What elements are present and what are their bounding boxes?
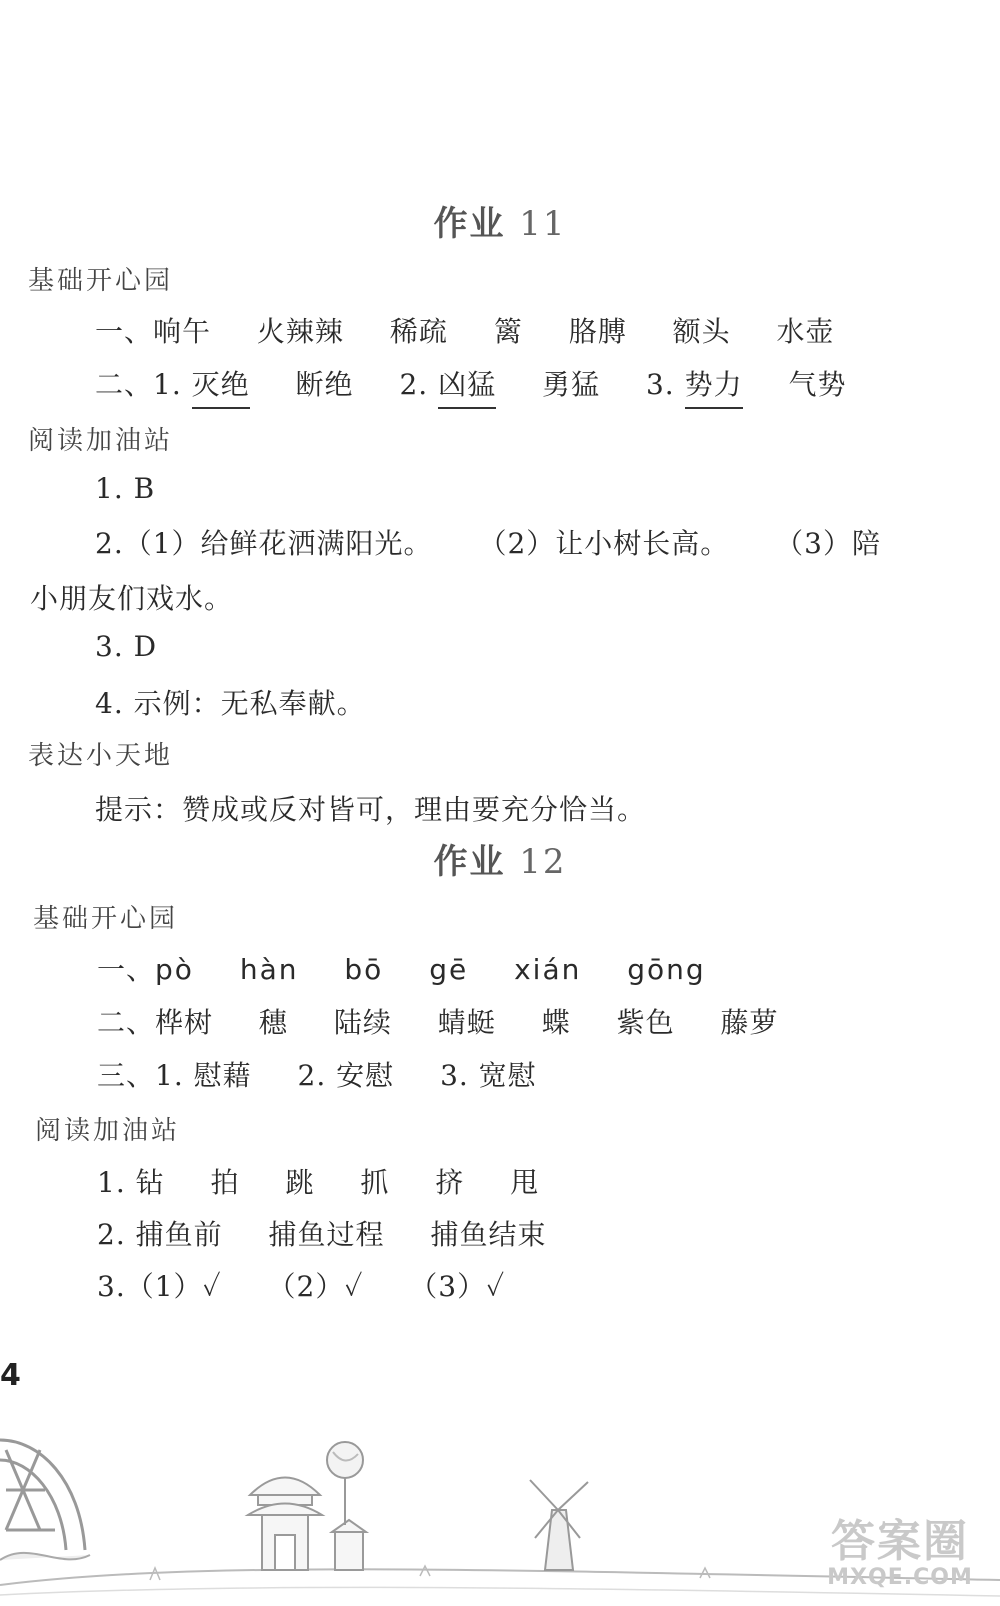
section-basics: 基础开心园 (33, 904, 179, 934)
underlined-answer: 势力 (685, 363, 743, 409)
reading-answer-3: 3. D (95, 630, 158, 663)
reading-answer-part: 2.（1）给鲜花洒满阳光。 (95, 527, 433, 560)
answer-word: 蜻蜓 (437, 1006, 496, 1039)
page-number: 4 (0, 1358, 21, 1393)
answer-word: 二、桦树 (97, 1006, 214, 1039)
pinyin-answer: hàn (239, 953, 299, 986)
answer-word: 挤 (435, 1166, 465, 1199)
item-number: 2. (399, 368, 429, 401)
title-prefix: 作业 (433, 842, 506, 882)
watermark-url: MXQE.COM (827, 1565, 973, 1590)
homework-11-title (0, 196, 1000, 245)
pavilion-icon (248, 1478, 366, 1571)
reading-answer-2 (97, 1213, 546, 1253)
answer-word: 3. 宽慰 (440, 1059, 537, 1092)
answer-line-2 (95, 363, 847, 409)
answer-word: 藤萝 (720, 1006, 779, 1039)
check-answer: （2）✓ (267, 1270, 364, 1303)
reading-answer-4: 4. 示例：无私奉献。 (95, 687, 366, 720)
answer-word: 火辣辣 (256, 315, 344, 348)
answer-word: 篱 (493, 315, 523, 348)
reading-answer-part: （2）让小树长高。 (478, 527, 730, 560)
reading-answer-2 (95, 522, 881, 562)
section-basics: 基础开心园 (28, 266, 174, 296)
answer-line-1 (95, 310, 835, 350)
answer-word: 穗 (258, 1006, 288, 1039)
item-number: 一、 (97, 953, 156, 986)
answer-word: 一、响午 (95, 315, 212, 348)
answer-word: 2. 安慰 (297, 1059, 395, 1092)
answer-word: 1. 钻 (97, 1166, 165, 1199)
answer-word: 气势 (788, 368, 847, 401)
answer-word: 陆续 (333, 1006, 392, 1039)
homework-12-title (0, 834, 1000, 883)
site-watermark (820, 1505, 980, 1590)
answer-word: 甩 (510, 1166, 540, 1199)
check-answer: 3.（1）✓ (97, 1270, 222, 1303)
reading-answer-1: 1. B (95, 472, 156, 505)
watermark-logo-text: 答案圈 (831, 1516, 969, 1567)
lollipop-icon (327, 1442, 363, 1525)
title-number: 12 (519, 842, 567, 882)
reading-answer-2-cont: 小朋友们戏水。 (30, 582, 234, 615)
underlined-answer: 灭绝 (192, 363, 250, 409)
underlined-answer: 凶猛 (438, 363, 496, 409)
answer-word: 跳 (285, 1166, 315, 1199)
pinyin-answer: gōng (627, 953, 706, 986)
item-number: 二、1. (95, 368, 182, 401)
reading-answer-part: （3）陪 (775, 527, 881, 560)
answer-word: 蝶 (541, 1006, 571, 1039)
answer-word: 三、1. 慰藉 (97, 1059, 252, 1092)
windmill-icon (530, 1480, 588, 1570)
answer-word: 抓 (360, 1166, 390, 1199)
title-number: 11 (519, 204, 567, 244)
answer-word: 捕鱼过程 (268, 1218, 385, 1251)
section-reading: 阅读加油站 (35, 1116, 181, 1146)
answer-word: 断绝 (295, 368, 354, 401)
pinyin-answer: bō (344, 953, 384, 986)
answer-word: 稀疏 (389, 315, 448, 348)
answer-line-3 (97, 1054, 537, 1094)
answer-word: 水壶 (776, 315, 835, 348)
title-prefix: 作业 (433, 204, 506, 244)
pinyin-line (97, 948, 706, 988)
answer-word: 紫色 (616, 1006, 675, 1039)
answer-word: 额头 (672, 315, 731, 348)
item-number: 3. (645, 368, 675, 401)
pinyin-answer: gē (429, 953, 469, 986)
answer-word: 拍 (210, 1166, 240, 1199)
reading-answer-1 (97, 1161, 539, 1201)
expression-hint: 提示：赞成或反对皆可，理由要充分恰当。 (95, 793, 647, 826)
check-answer: （3）✓ (409, 1270, 506, 1303)
pinyin-answer: xián (514, 953, 582, 986)
answer-word: 勇猛 (542, 368, 601, 401)
answer-word: 捕鱼结束 (430, 1218, 547, 1251)
tower-icon (0, 1440, 85, 1550)
section-expression: 表达小天地 (28, 741, 174, 771)
pinyin-answer: pò (155, 953, 194, 986)
answer-line-2 (97, 1001, 779, 1041)
answer-word: 胳膊 (568, 315, 627, 348)
answer-word: 2. 捕鱼前 (97, 1218, 223, 1251)
section-reading: 阅读加油站 (28, 426, 174, 456)
reading-answer-3 (97, 1265, 505, 1305)
